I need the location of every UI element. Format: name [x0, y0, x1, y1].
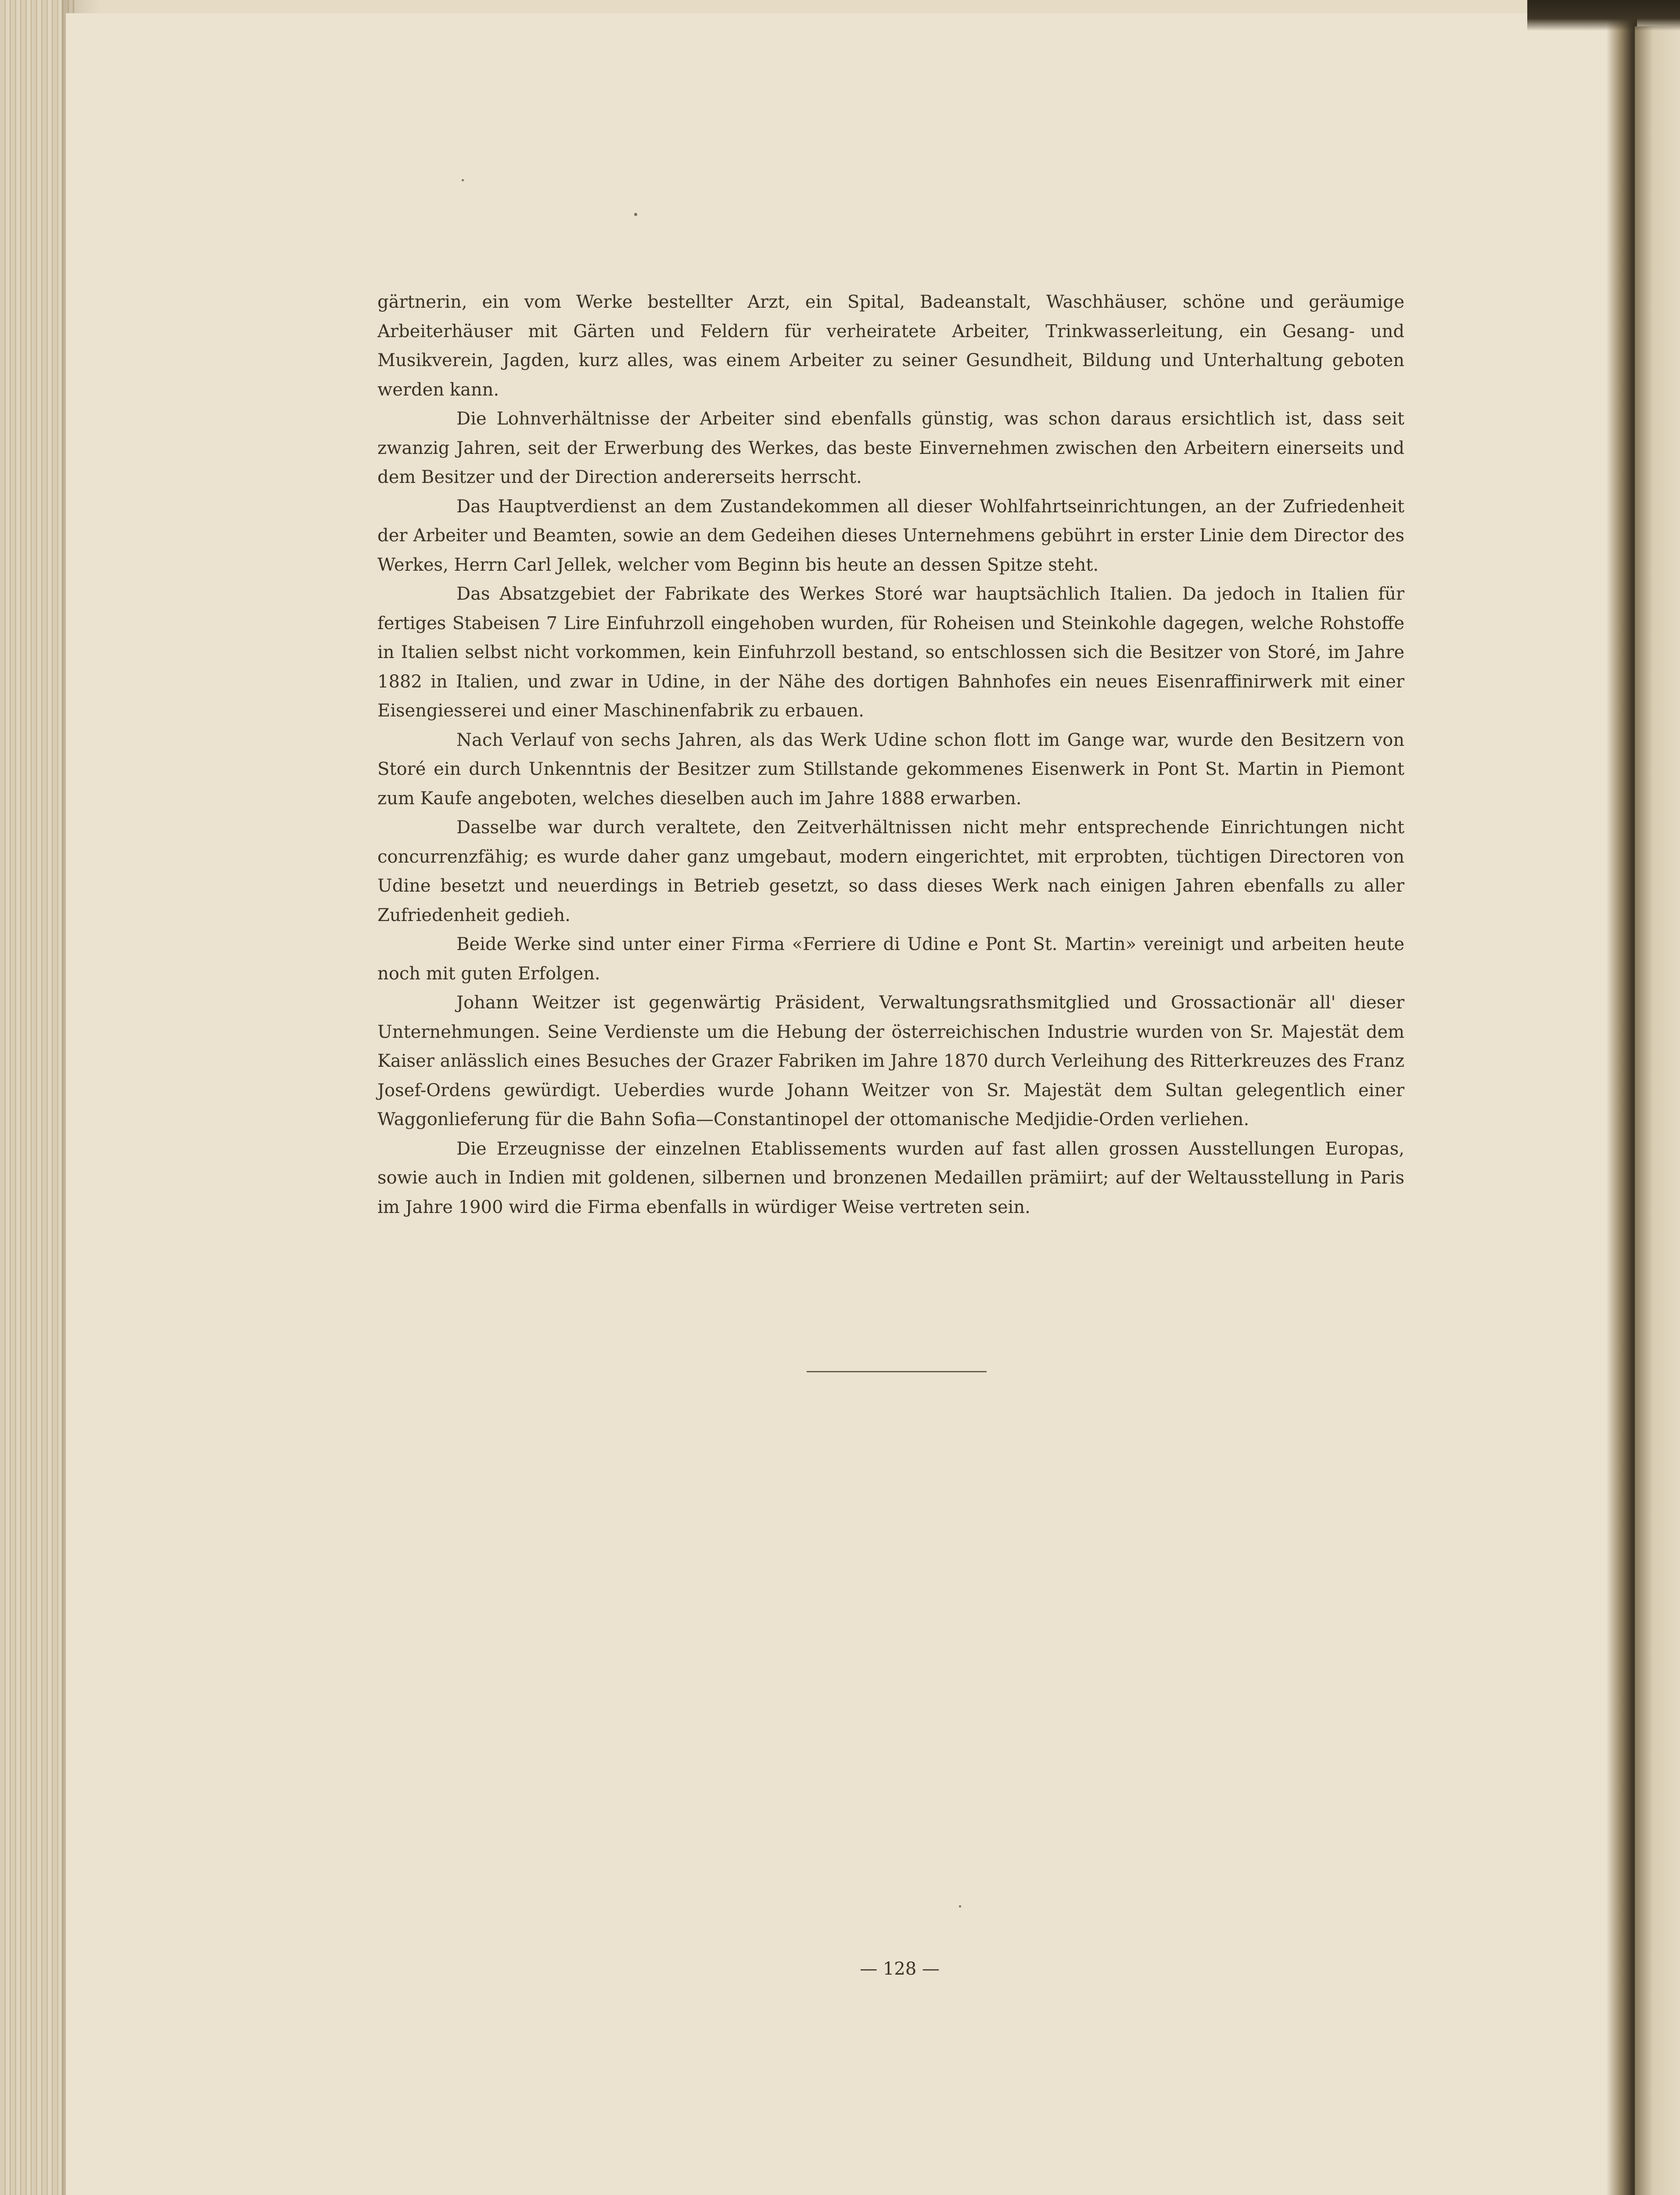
- book-cover-corner: [1527, 0, 1680, 31]
- section-divider: [807, 1371, 987, 1372]
- paper-speck: [959, 1905, 961, 1907]
- facing-page-edge: [1635, 26, 1680, 2195]
- paragraph: Dasselbe war durch veraltete, den Zeitverhältnissen nicht mehr entsprechende Einrichtungen nicht concurrenzfähig; es wurde daher ganz umgebaut, modern eingerichtet, mit erprobten, tüchtigen Directoren von Udine besetzt und neuerdings in Betrieb gesetzt, so dass dieses Werk nach einigen Jahren ebenfalls zu aller Zufriedenheit gedieh.: [377, 817, 1404, 925]
- paragraph: Beide Werke sind unter einer Firma «Ferriere di Udine e Pont St. Martin» vereinigt und arbeiten heute noch mit guten Erfolgen.: [377, 934, 1404, 984]
- paragraph: Die Lohnverhältnisse der Arbeiter sind ebenfalls günstig, was schon daraus ersichtlich ist, dass seit zwanzig Jahren, seit der Erwerbung des Werkes, das beste Einvernehmen zwischen den Arbeitern einerseits und dem Besitzer und der Direction andererseits herrscht.: [377, 409, 1404, 487]
- book-gutter: [1606, 0, 1637, 2195]
- paragraph: Das Hauptverdienst an dem Zustandekommen all dieser Wohlfahrtseinrichtungen, an der Zufriedenheit der Arbeiter und Beamten, sowie an dem Gedeihen dieses Unternehmens gebührt in erster Linie dem Director des Werkes, Herrn Carl Jellek, welcher vom Beginn bis heute an dessen Spitze steht.: [377, 496, 1404, 575]
- paragraph: Die Erzeugnisse der einzelnen Etablissements wurden auf fast allen grossen Ausstellungen Europas, sowie auch in Indien mit goldenen, silbernen und bronzenen Medaillen prämiirt; auf der Weltausstellung in Paris im Jahre 1900 wird die Firma ebenfalls in würdiger Weise vertreten sein.: [377, 1138, 1404, 1217]
- paragraph: Das Absatzgebiet der Fabrikate des Werkes Storé war hauptsächlich Italien. Da jedoch in Italien für fertiges Stabeisen 7 Lire Einfuhrzoll eingehoben wurden, für Roheisen und Steinkohle dagegen, welche Rohstoffe in Italien selbst nicht vorkommen, kein Einfuhrzoll bestand, so entschlossen sich die Besitzer von Storé, im Jahre 1882 in Italien, und zwar in Udine, in der Nähe des dortigen Bahnhofes ein neues Eisenraffinirwerk mit einer Eisengiesserei und einer Maschinenfabrik zu erbauen.: [377, 584, 1404, 721]
- paragraph: Johann Weitzer ist gegenwärtig Präsident, Verwaltungsrathsmitglied und Grossactionär all' dieser Unternehmungen. Seine Verdienste um die Hebung der österreichischen Industrie wurden von Sr. Majestät dem Kaiser anlässlich eines Besuches der Grazer Fabriken im Jahre 1870 durch Verleihung des Ritterkreuzes des Franz Josef-Ordens gewürdigt. Ueberdies wurde Johann Weitzer von Sr. Majestät dem Sultan gelegentlich einer Waggonlieferung für die Bahn Sofia—Constantinopel der ottomanische Medjidie-Orden verliehen.: [377, 993, 1404, 1130]
- paper-speck: [634, 213, 637, 216]
- paragraph: gärtnerin, ein vom Werke bestellter Arzt, ein Spital, Badeanstalt, Waschhäuser, schöne und geräumige Arbeiterhäuser mit Gärten und Feldern für verheiratete Arbeiter, Trinkwasserleitung, ein Gesang- und Musikverein, Jagden, kurz alles, was einem Arbeiter zu seiner Gesundheit, Bildung und Unterhaltung geboten werden kann.: [377, 292, 1404, 400]
- paper-speck: [462, 179, 464, 181]
- body-text: [377, 288, 1404, 1222]
- page-number: — 128 —: [860, 1959, 940, 1979]
- paragraph: Nach Verlauf von sechs Jahren, als das Werk Udine schon flott im Gange war, wurde den Besitzern von Storé ein durch Unkenntnis der Besitzer zum Stillstande gekommenes Eisenwerk in Pont St. Martin in Piemont zum Kaufe angeboten, welches dieselben auch im Jahre 1888 erwarben.: [377, 730, 1404, 809]
